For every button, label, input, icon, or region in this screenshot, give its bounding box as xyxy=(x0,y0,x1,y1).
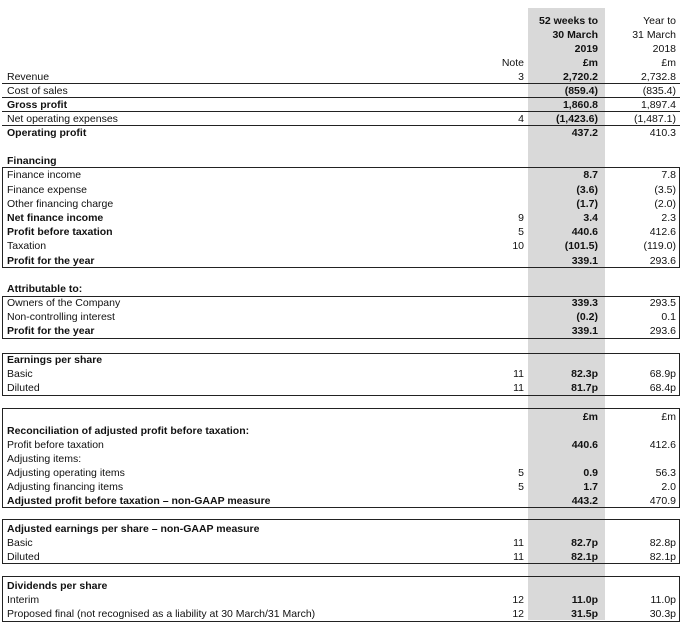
table-row xyxy=(0,310,682,324)
row-prior-value: (2.0) xyxy=(654,198,676,210)
row-prior-value: 56.3 xyxy=(655,467,676,479)
table-row xyxy=(0,70,682,84)
row-prior-value: (3.5) xyxy=(654,184,676,196)
row-note: 11 xyxy=(513,382,524,394)
row-prior-value: 0.1 xyxy=(661,311,676,323)
row-current-value: (1,423.6) xyxy=(555,113,598,125)
row-current-value: 82.7p xyxy=(571,537,598,549)
table-row xyxy=(0,84,682,98)
row-note: 12 xyxy=(512,608,524,620)
row-prior-value: 293.6 xyxy=(649,255,676,267)
row-label: Diluted xyxy=(7,551,40,563)
row-prior-value: 68.4p xyxy=(649,382,676,394)
row-current-value: 3.4 xyxy=(583,212,598,224)
prior-header-line: Year to xyxy=(643,15,676,27)
row-label: Owners of the Company xyxy=(7,297,121,309)
table-row xyxy=(0,296,682,310)
row-label: Net finance income xyxy=(7,212,104,224)
row-current-value: 0.9 xyxy=(583,467,598,479)
table-row xyxy=(0,98,682,112)
row-current-value: 1.7 xyxy=(583,481,598,493)
unit-current: £m xyxy=(582,411,598,423)
row-prior-value: 30.3p xyxy=(649,608,676,620)
section-title-row xyxy=(0,282,682,296)
row-prior-value: (1,487.1) xyxy=(633,113,676,125)
row-current-value: 339.1 xyxy=(571,255,598,267)
table-row xyxy=(0,254,682,268)
table-row xyxy=(0,381,682,395)
section-title-row xyxy=(0,579,682,593)
table-row xyxy=(0,480,682,494)
row-current-value: 1,860.8 xyxy=(562,99,598,111)
row-label: Profit before taxation xyxy=(7,226,113,238)
row-label: Basic xyxy=(7,537,33,549)
row-prior-value: (835.4) xyxy=(642,85,676,97)
prior-header-line: 2018 xyxy=(652,43,676,55)
table-row xyxy=(0,197,682,211)
row-current-value: 339.1 xyxy=(571,325,598,337)
row-note: 11 xyxy=(513,368,524,380)
section-title-row xyxy=(0,353,682,367)
row-label: Gross profit xyxy=(7,99,68,111)
row-label: Finance income xyxy=(7,169,82,181)
row-current-value: (1.7) xyxy=(576,198,598,210)
prior-year-header xyxy=(632,14,676,70)
table-row xyxy=(0,466,682,480)
current-header-line: 52 weeks to xyxy=(539,15,598,27)
row-note: 5 xyxy=(518,467,524,479)
row-note: 11 xyxy=(513,537,524,549)
row-current-value: 339.3 xyxy=(571,297,598,309)
row-label: Adjusting operating items xyxy=(7,467,125,479)
row-current-value: (0.2) xyxy=(576,311,598,323)
row-current-value: 437.2 xyxy=(571,127,598,139)
row-label: Cost of sales xyxy=(7,85,68,97)
row-prior-value: 412.6 xyxy=(649,439,676,451)
row-label: Diluted xyxy=(7,382,40,394)
current-year-header xyxy=(539,14,598,70)
row-current-value: 8.7 xyxy=(583,169,598,181)
table-row xyxy=(0,494,682,508)
row-current-value: (101.5) xyxy=(564,240,598,252)
row-prior-value: 2,732.8 xyxy=(640,71,676,83)
row-prior-value: 470.9 xyxy=(649,495,676,507)
row-current-value: 2,720.2 xyxy=(562,71,598,83)
row-label: Net operating expenses xyxy=(7,113,118,125)
prior-header-line: £m xyxy=(661,57,676,69)
row-current-value: 82.3p xyxy=(571,368,598,380)
rule xyxy=(2,111,680,112)
row-current-value: 11.0p xyxy=(571,594,598,606)
row-current-value: 440.6 xyxy=(571,226,598,238)
row-current-value: 443.2 xyxy=(571,495,598,507)
row-prior-value: 11.0p xyxy=(650,594,676,606)
row-label: Adjusting items: xyxy=(7,453,82,465)
row-prior-value: 410.3 xyxy=(649,127,676,139)
table-row xyxy=(0,183,682,197)
row-label: Interim xyxy=(7,594,40,606)
row-label: Operating profit xyxy=(7,127,87,139)
table-row xyxy=(0,211,682,225)
row-prior-value: 293.6 xyxy=(649,325,676,337)
table-row xyxy=(0,168,682,182)
table-row xyxy=(0,593,682,607)
row-prior-value: 2.0 xyxy=(661,481,676,493)
row-label: Profit for the year xyxy=(7,325,95,337)
row-prior-value: 293.5 xyxy=(649,297,676,309)
row-label: Other financing charge xyxy=(7,198,114,210)
table-row xyxy=(0,550,682,564)
table-row xyxy=(0,536,682,550)
section-title: Attributable to: xyxy=(7,283,83,295)
row-note: 11 xyxy=(513,551,524,563)
row-label: Finance expense xyxy=(7,184,87,196)
table-row xyxy=(0,452,682,466)
row-note: 9 xyxy=(518,212,524,224)
row-current-value: 82.1p xyxy=(571,551,598,563)
current-header-line: 2019 xyxy=(574,43,598,55)
table-row xyxy=(0,324,682,338)
row-label: Basic xyxy=(7,368,33,380)
current-header-line: £m xyxy=(582,57,598,69)
table-row xyxy=(0,126,682,140)
row-prior-value: 2.3 xyxy=(661,212,676,224)
row-note: 5 xyxy=(518,481,524,493)
note-header: Note xyxy=(501,57,524,69)
row-prior-value: (119.0) xyxy=(643,240,676,252)
row-note: 5 xyxy=(518,226,524,238)
reconciliation-units-row xyxy=(0,410,682,424)
section-title: Dividends per share xyxy=(7,580,108,592)
rule xyxy=(2,125,680,126)
row-prior-value: 82.8p xyxy=(649,537,676,549)
row-prior-value: 82.1p xyxy=(649,551,676,563)
table-row xyxy=(0,112,682,126)
row-current-value: 81.7p xyxy=(571,382,598,394)
row-current-value: 440.6 xyxy=(571,439,598,451)
row-label: Proposed final (not recognised as a liability at 30 March/31 March) xyxy=(7,608,316,620)
row-label: Non-controlling interest xyxy=(7,311,115,323)
row-current-value: 31.5p xyxy=(571,608,598,620)
row-prior-value: 412.6 xyxy=(649,226,676,238)
row-label: Profit before taxation xyxy=(7,439,104,451)
row-prior-value: 68.9p xyxy=(649,368,676,380)
table-row xyxy=(0,225,682,239)
section-title-row xyxy=(0,522,682,536)
section-title-row xyxy=(0,424,682,438)
current-header-line: 30 March xyxy=(552,29,598,41)
section-title: Adjusted earnings per share – non-GAAP measure xyxy=(7,523,260,535)
rule xyxy=(2,83,680,84)
row-note: 12 xyxy=(512,594,524,606)
row-current-value: (859.4) xyxy=(564,85,598,97)
rule xyxy=(2,97,680,98)
prior-header-line: 31 March xyxy=(632,29,676,41)
unit-prior: £m xyxy=(661,411,676,423)
row-prior-value: 7.8 xyxy=(661,169,676,181)
section-title: Reconciliation of adjusted profit before taxation: xyxy=(7,425,250,437)
section-title: Financing xyxy=(7,155,57,167)
row-label: Adjusted profit before taxation – non-GAAP measure xyxy=(7,495,271,507)
table-row xyxy=(0,239,682,253)
table-row xyxy=(0,607,682,621)
section-title-row xyxy=(0,154,682,168)
row-label: Profit for the year xyxy=(7,255,95,267)
row-label: Revenue xyxy=(7,71,50,83)
row-label: Taxation xyxy=(7,240,47,252)
table-row xyxy=(0,367,682,381)
row-label: Adjusting financing items xyxy=(7,481,124,493)
row-current-value: (3.6) xyxy=(576,184,598,196)
section-title: Earnings per share xyxy=(7,354,103,366)
table-row xyxy=(0,438,682,452)
row-note: 4 xyxy=(518,113,524,125)
row-prior-value: 1,897.4 xyxy=(640,99,676,111)
row-note: 3 xyxy=(518,71,524,83)
row-note: 10 xyxy=(512,240,524,252)
